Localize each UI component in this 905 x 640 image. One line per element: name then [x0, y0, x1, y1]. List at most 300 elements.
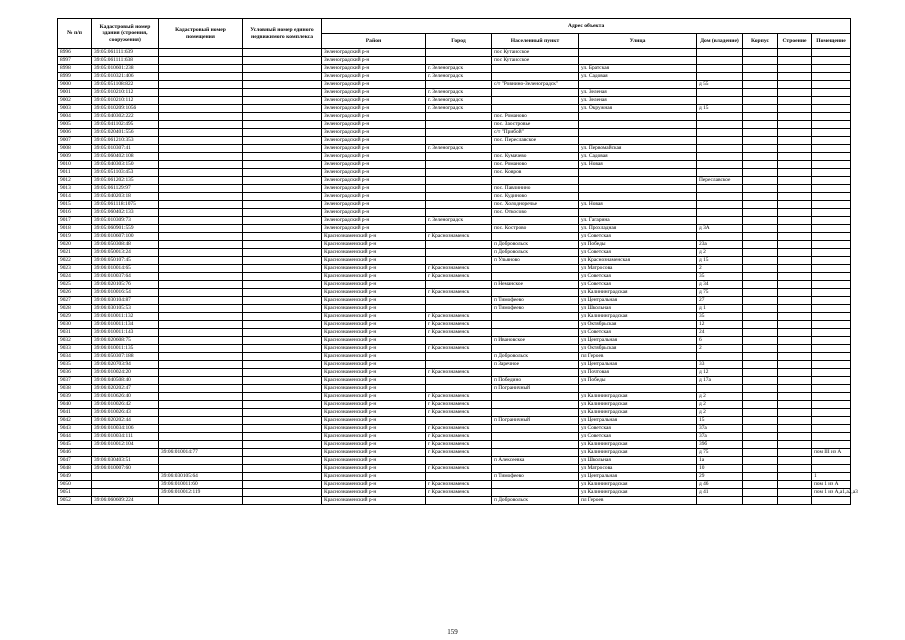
cell-cad-premises: [159, 249, 243, 257]
cell-city: [426, 305, 492, 313]
cell-pomeshchenie: пом 1 из А: [812, 481, 851, 489]
cell-stroenie: [778, 49, 812, 57]
cell-num: 9016: [58, 209, 92, 217]
cell-settlement: [492, 345, 579, 353]
cell-city: [426, 193, 492, 201]
table-row: [58, 481, 851, 489]
cell-cond-number: [243, 129, 322, 137]
cell-street: [579, 49, 697, 57]
cell-cad-premises: [159, 273, 243, 281]
cell-num: 9003: [58, 105, 92, 113]
cell-num: 9004: [58, 113, 92, 121]
cell-street: ул. Прохладная: [579, 225, 697, 233]
cell-street: ул Калининградская: [579, 401, 697, 409]
cell-settlement: [492, 329, 579, 337]
cell-cad-premises: [159, 329, 243, 337]
cell-house: 12: [697, 321, 743, 329]
cell-street: ул Победы: [579, 377, 697, 385]
table-row: [58, 161, 851, 169]
cell-stroenie: [778, 409, 812, 417]
cell-cad-premises: [159, 417, 243, 425]
cell-settlement: п Добровольск: [492, 249, 579, 257]
cell-house: д 15: [697, 257, 743, 265]
cell-korpus: [743, 337, 778, 345]
cell-cond-number: [243, 441, 322, 449]
cell-settlement: [492, 369, 579, 377]
cell-pomeshchenie: [812, 313, 851, 321]
cell-city: г Краснознаменск: [426, 369, 492, 377]
cell-cad-building: 39:06:010014:65: [92, 265, 159, 273]
cell-street: ул Советская: [579, 425, 697, 433]
cell-stroenie: [778, 329, 812, 337]
table-row: [58, 385, 851, 393]
cell-city: [426, 121, 492, 129]
cell-street: ул Советская: [579, 273, 697, 281]
cell-city: г. Зеленоградск: [426, 105, 492, 113]
cell-cad-premises: [159, 369, 243, 377]
cell-district: Краснознаменский р-н: [322, 409, 426, 417]
cell-pomeshchenie: 1: [812, 473, 851, 481]
cell-cond-number: [243, 457, 322, 465]
cell-district: Краснознаменский р-н: [322, 353, 426, 361]
cell-district: Зеленоградский р-н: [322, 177, 426, 185]
cell-city: [426, 377, 492, 385]
table-row: [58, 425, 851, 433]
cell-pomeshchenie: [812, 73, 851, 81]
cell-num: 9033: [58, 345, 92, 353]
cell-cad-building: 39:05:010307:41: [92, 145, 159, 153]
cell-street: ул Калининградская: [579, 449, 697, 457]
cell-stroenie: [778, 105, 812, 113]
cell-district: Зеленоградский р-н: [322, 81, 426, 89]
cell-cad-building: 39:05:061129:97: [92, 185, 159, 193]
cell-korpus: [743, 105, 778, 113]
cell-cond-number: [243, 193, 322, 201]
cell-stroenie: [778, 113, 812, 121]
cell-korpus: [743, 457, 778, 465]
table-row: [58, 49, 851, 57]
cell-cad-premises: [159, 305, 243, 313]
cell-stroenie: [778, 273, 812, 281]
cell-street: ул. Садовая: [579, 73, 697, 81]
cell-cond-number: [243, 57, 322, 65]
cell-korpus: [743, 361, 778, 369]
cell-city: [426, 129, 492, 137]
cell-cond-number: [243, 481, 322, 489]
cell-settlement: [492, 465, 579, 473]
cell-street: ул Почтовая: [579, 369, 697, 377]
cell-city: г Краснознаменск: [426, 313, 492, 321]
cell-street: ул Центральная: [579, 337, 697, 345]
cell-num: 9046: [58, 449, 92, 457]
cell-cad-building: 39:05:051103:453: [92, 169, 159, 177]
cell-street: [579, 113, 697, 121]
cell-num: 8998: [58, 65, 92, 73]
cell-cad-premises: [159, 217, 243, 225]
cell-pomeshchenie: [812, 81, 851, 89]
cell-street: [579, 129, 697, 137]
cell-cad-building: 39:06:010026:42: [92, 401, 159, 409]
cell-cad-building: 39:05:010601:238: [92, 65, 159, 73]
cell-korpus: [743, 305, 778, 313]
cell-district: Краснознаменский р-н: [322, 241, 426, 249]
cell-cad-building: 39:05:010321:406: [92, 73, 159, 81]
table-row: [58, 273, 851, 281]
cell-house: [697, 129, 743, 137]
cell-settlement: пос. Романово: [492, 113, 579, 121]
cell-korpus: [743, 257, 778, 265]
table-row: [58, 129, 851, 137]
cell-house: [697, 169, 743, 177]
cell-num: 9027: [58, 297, 92, 305]
cell-cad-premises: [159, 313, 243, 321]
cell-cad-premises: 39:06:030105:64: [159, 473, 243, 481]
cell-house: д 3А: [697, 225, 743, 233]
cell-city: г Краснознаменск: [426, 393, 492, 401]
cell-cad-premises: [159, 177, 243, 185]
cell-stroenie: [778, 289, 812, 297]
cell-stroenie: [778, 145, 812, 153]
cell-cond-number: [243, 145, 322, 153]
cell-cond-number: [243, 409, 322, 417]
cell-num: 9048: [58, 465, 92, 473]
cell-cond-number: [243, 401, 322, 409]
cell-cad-premises: [159, 97, 243, 105]
cell-stroenie: [778, 361, 812, 369]
table-row: [58, 209, 851, 217]
cell-city: [426, 297, 492, 305]
cell-cond-number: [243, 305, 322, 313]
cell-pomeshchenie: [812, 497, 851, 505]
cell-num: 9010: [58, 161, 92, 169]
cell-settlement: [492, 273, 579, 281]
cell-pomeshchenie: [812, 233, 851, 241]
cell-stroenie: [778, 57, 812, 65]
cell-settlement: [492, 489, 579, 497]
col-header-settlement: Населенный пункт: [492, 34, 579, 49]
cell-district: Зеленоградский р-н: [322, 185, 426, 193]
cell-korpus: [743, 89, 778, 97]
cell-cad-building: 39:06:030105:53: [92, 305, 159, 313]
cell-house: 6: [697, 337, 743, 345]
cell-settlement: п Добровольск: [492, 241, 579, 249]
cell-num: 9021: [58, 249, 92, 257]
cell-cond-number: [243, 377, 322, 385]
cell-settlement: [492, 97, 579, 105]
cell-house: д 2: [697, 409, 743, 417]
cell-cad-building: 39:05:051108:822: [92, 81, 159, 89]
cell-korpus: [743, 233, 778, 241]
cell-stroenie: [778, 497, 812, 505]
cell-house: 2: [697, 345, 743, 353]
cell-pomeshchenie: [812, 377, 851, 385]
cell-settlement: п Тимофеево: [492, 305, 579, 313]
cell-korpus: [743, 113, 778, 121]
cell-settlement: [492, 289, 579, 297]
cell-cond-number: [243, 313, 322, 321]
cell-district: Зеленоградский р-н: [322, 225, 426, 233]
cell-district: Краснознаменский р-н: [322, 417, 426, 425]
cell-korpus: [743, 249, 778, 257]
cell-district: Краснознаменский р-н: [322, 377, 426, 385]
cell-settlement: с/т "Ровнино-Зеленоградск": [492, 81, 579, 89]
cell-house: [697, 89, 743, 97]
cell-city: [426, 337, 492, 345]
cell-district: Краснознаменский р-н: [322, 289, 426, 297]
cell-cond-number: [243, 169, 322, 177]
cell-cond-number: [243, 273, 322, 281]
table-row: [58, 497, 851, 505]
cell-pomeshchenie: [812, 265, 851, 273]
cell-district: Краснознаменский р-н: [322, 393, 426, 401]
cell-city: г. Зеленоградск: [426, 89, 492, 97]
table-row: [58, 409, 851, 417]
cell-settlement: п Тимофеево: [492, 297, 579, 305]
cell-pomeshchenie: [812, 353, 851, 361]
cell-house: [697, 153, 743, 161]
cell-house: Переславское: [697, 177, 743, 185]
table-row: [58, 265, 851, 273]
cell-pomeshchenie: [812, 105, 851, 113]
cell-cond-number: [243, 345, 322, 353]
table-row: [58, 121, 851, 129]
cell-cond-number: [243, 233, 322, 241]
cell-house: д 1: [697, 305, 743, 313]
cell-house: [697, 137, 743, 145]
cell-cad-premises: [159, 129, 243, 137]
col-header-korpus: Корпус: [743, 34, 778, 49]
cell-cad-building: 39:05:040302:222: [92, 113, 159, 121]
cell-settlement: [492, 233, 579, 241]
cell-settlement: [492, 393, 579, 401]
cell-cond-number: [243, 489, 322, 497]
cell-district: Краснознаменский р-н: [322, 385, 426, 393]
cell-city: [426, 49, 492, 57]
cell-house: д 15: [697, 105, 743, 113]
cell-street: [579, 137, 697, 145]
cell-cad-building: 39:06:010026:43: [92, 409, 159, 417]
property-registry-table: [57, 18, 858, 505]
cell-cad-building: 39:06:050013:24: [92, 249, 159, 257]
cell-korpus: [743, 425, 778, 433]
cell-cad-building: 39:05:040203:18: [92, 193, 159, 201]
cell-pomeshchenie: [812, 225, 851, 233]
cell-house: [697, 57, 743, 65]
cell-settlement: пос. Кудиново: [492, 193, 579, 201]
cell-street: ул Советская: [579, 281, 697, 289]
cell-cad-premises: [159, 113, 243, 121]
cell-city: г Краснознаменск: [426, 329, 492, 337]
cell-house: д 46: [697, 481, 743, 489]
cell-street: ул Калининградская: [579, 441, 697, 449]
table-row: [58, 305, 851, 313]
cell-cad-building: 39:06:030104:87: [92, 297, 159, 305]
cell-korpus: [743, 433, 778, 441]
cell-cad-building: [92, 449, 159, 457]
cell-num: 9015: [58, 201, 92, 209]
cell-korpus: [743, 225, 778, 233]
cell-korpus: [743, 57, 778, 65]
cell-pomeshchenie: [812, 137, 851, 145]
table-row: [58, 337, 851, 345]
cell-cad-premises: [159, 241, 243, 249]
cell-settlement: [492, 177, 579, 185]
cell-korpus: [743, 201, 778, 209]
cell-cad-building: 39:06:010012:104: [92, 441, 159, 449]
cell-cad-premises: [159, 321, 243, 329]
cell-cond-number: [243, 289, 322, 297]
cell-cad-premises: [159, 257, 243, 265]
col-header-stroenie: Строение: [778, 34, 812, 49]
col-header-city: Город: [426, 34, 492, 49]
cell-cond-number: [243, 153, 322, 161]
cell-city: [426, 209, 492, 217]
cell-korpus: [743, 217, 778, 225]
cell-district: Зеленоградский р-н: [322, 161, 426, 169]
cell-settlement: пос. Романово: [492, 161, 579, 169]
cell-cond-number: [243, 385, 322, 393]
cell-cad-premises: [159, 49, 243, 57]
cell-house: 2: [697, 265, 743, 273]
cell-num: 9008: [58, 145, 92, 153]
cell-cad-building: 39:06:020202:47: [92, 385, 159, 393]
cell-num: 9029: [58, 313, 92, 321]
table-row: [58, 449, 851, 457]
col-header-house: Дом (владение): [697, 34, 743, 49]
cell-district: Зеленоградский р-н: [322, 121, 426, 129]
cell-city: [426, 161, 492, 169]
cell-cad-building: 39:06:010011:132: [92, 313, 159, 321]
cell-num: 9009: [58, 153, 92, 161]
cell-korpus: [743, 121, 778, 129]
cell-korpus: [743, 377, 778, 385]
cell-district: Краснознаменский р-н: [322, 297, 426, 305]
cell-city: г Краснознаменск: [426, 321, 492, 329]
cell-cad-building: 39:06:010037:64: [92, 273, 159, 281]
cell-cad-premises: [159, 409, 243, 417]
cell-district: Зеленоградский р-н: [322, 89, 426, 97]
cell-pomeshchenie: [812, 209, 851, 217]
cell-district: Краснознаменский р-н: [322, 457, 426, 465]
cell-district: Краснознаменский р-н: [322, 313, 426, 321]
cell-settlement: [492, 441, 579, 449]
cell-street: [579, 121, 697, 129]
cell-num: 9035: [58, 361, 92, 369]
cell-house: [697, 161, 743, 169]
cell-district: Краснознаменский р-н: [322, 489, 426, 497]
cell-cad-building: 39:06:010007:60: [92, 465, 159, 473]
table-row: [58, 473, 851, 481]
cell-stroenie: [778, 441, 812, 449]
cell-cad-premises: [159, 289, 243, 297]
cell-cond-number: [243, 185, 322, 193]
cell-stroenie: [778, 433, 812, 441]
cell-stroenie: [778, 177, 812, 185]
cell-district: Зеленоградский р-н: [322, 73, 426, 81]
cell-korpus: [743, 209, 778, 217]
cell-cad-premises: [159, 233, 243, 241]
cell-house: 15: [697, 417, 743, 425]
cell-cond-number: [243, 97, 322, 105]
cell-num: 9022: [58, 257, 92, 265]
cell-stroenie: [778, 337, 812, 345]
cell-cad-building: 39:05:060402:108: [92, 153, 159, 161]
cell-city: г Краснознаменск: [426, 345, 492, 353]
table-row: [58, 401, 851, 409]
cell-pomeshchenie: [812, 273, 851, 281]
cell-house: 35: [697, 273, 743, 281]
cell-street: ул. Окружная: [579, 105, 697, 113]
cell-pomeshchenie: [812, 465, 851, 473]
cell-stroenie: [778, 65, 812, 73]
cell-cad-premises: [159, 57, 243, 65]
cell-house: [697, 201, 743, 209]
cell-num: 9011: [58, 169, 92, 177]
cell-cad-premises: [159, 465, 243, 473]
cell-cad-premises: [159, 457, 243, 465]
cell-num: 9041: [58, 409, 92, 417]
cell-cond-number: [243, 353, 322, 361]
table-row: [58, 81, 851, 89]
table-body: [58, 49, 858, 505]
cell-num: 8997: [58, 57, 92, 65]
cell-stroenie: [778, 217, 812, 225]
cell-city: [426, 281, 492, 289]
cell-pomeshchenie: [812, 161, 851, 169]
cell-district: Краснознаменский р-н: [322, 249, 426, 257]
cell-district: Краснознаменский р-н: [322, 497, 426, 505]
cell-num: 9047: [58, 457, 92, 465]
cell-house: [697, 209, 743, 217]
cell-settlement: [492, 321, 579, 329]
cell-stroenie: [778, 201, 812, 209]
cell-num: 8999: [58, 73, 92, 81]
table-row: [58, 57, 851, 65]
cell-city: г Краснознаменск: [426, 289, 492, 297]
cell-num: 9040: [58, 401, 92, 409]
cell-cad-premises: [159, 281, 243, 289]
cell-num: 9032: [58, 337, 92, 345]
cell-pomeshchenie: [812, 169, 851, 177]
cell-stroenie: [778, 129, 812, 137]
table-row: [58, 433, 851, 441]
cell-street: [579, 193, 697, 201]
cell-cad-building: 39:06:010626:40: [92, 393, 159, 401]
cell-korpus: [743, 97, 778, 105]
cell-city: [426, 57, 492, 65]
cell-street: пл Героев: [579, 353, 697, 361]
cell-cad-premises: 39:06:010014:77: [159, 449, 243, 457]
cell-settlement: пос Кутаисское: [492, 57, 579, 65]
cell-pomeshchenie: [812, 49, 851, 57]
cell-pomeshchenie: [812, 257, 851, 265]
cell-house: [697, 73, 743, 81]
registry-page: [57, 18, 858, 505]
cell-house: 37а: [697, 433, 743, 441]
cell-street: ул Калининградская: [579, 289, 697, 297]
cell-house: [697, 113, 743, 121]
cell-stroenie: [778, 73, 812, 81]
cell-num: 9019: [58, 233, 92, 241]
cell-cad-premises: [159, 137, 243, 145]
cell-stroenie: [778, 241, 812, 249]
cell-num: 9051: [58, 489, 92, 497]
cell-street: ул Школьная: [579, 457, 697, 465]
table-row: [58, 457, 851, 465]
cell-pomeshchenie: [812, 129, 851, 137]
cell-cond-number: [243, 257, 322, 265]
cell-district: Краснознаменский р-н: [322, 345, 426, 353]
